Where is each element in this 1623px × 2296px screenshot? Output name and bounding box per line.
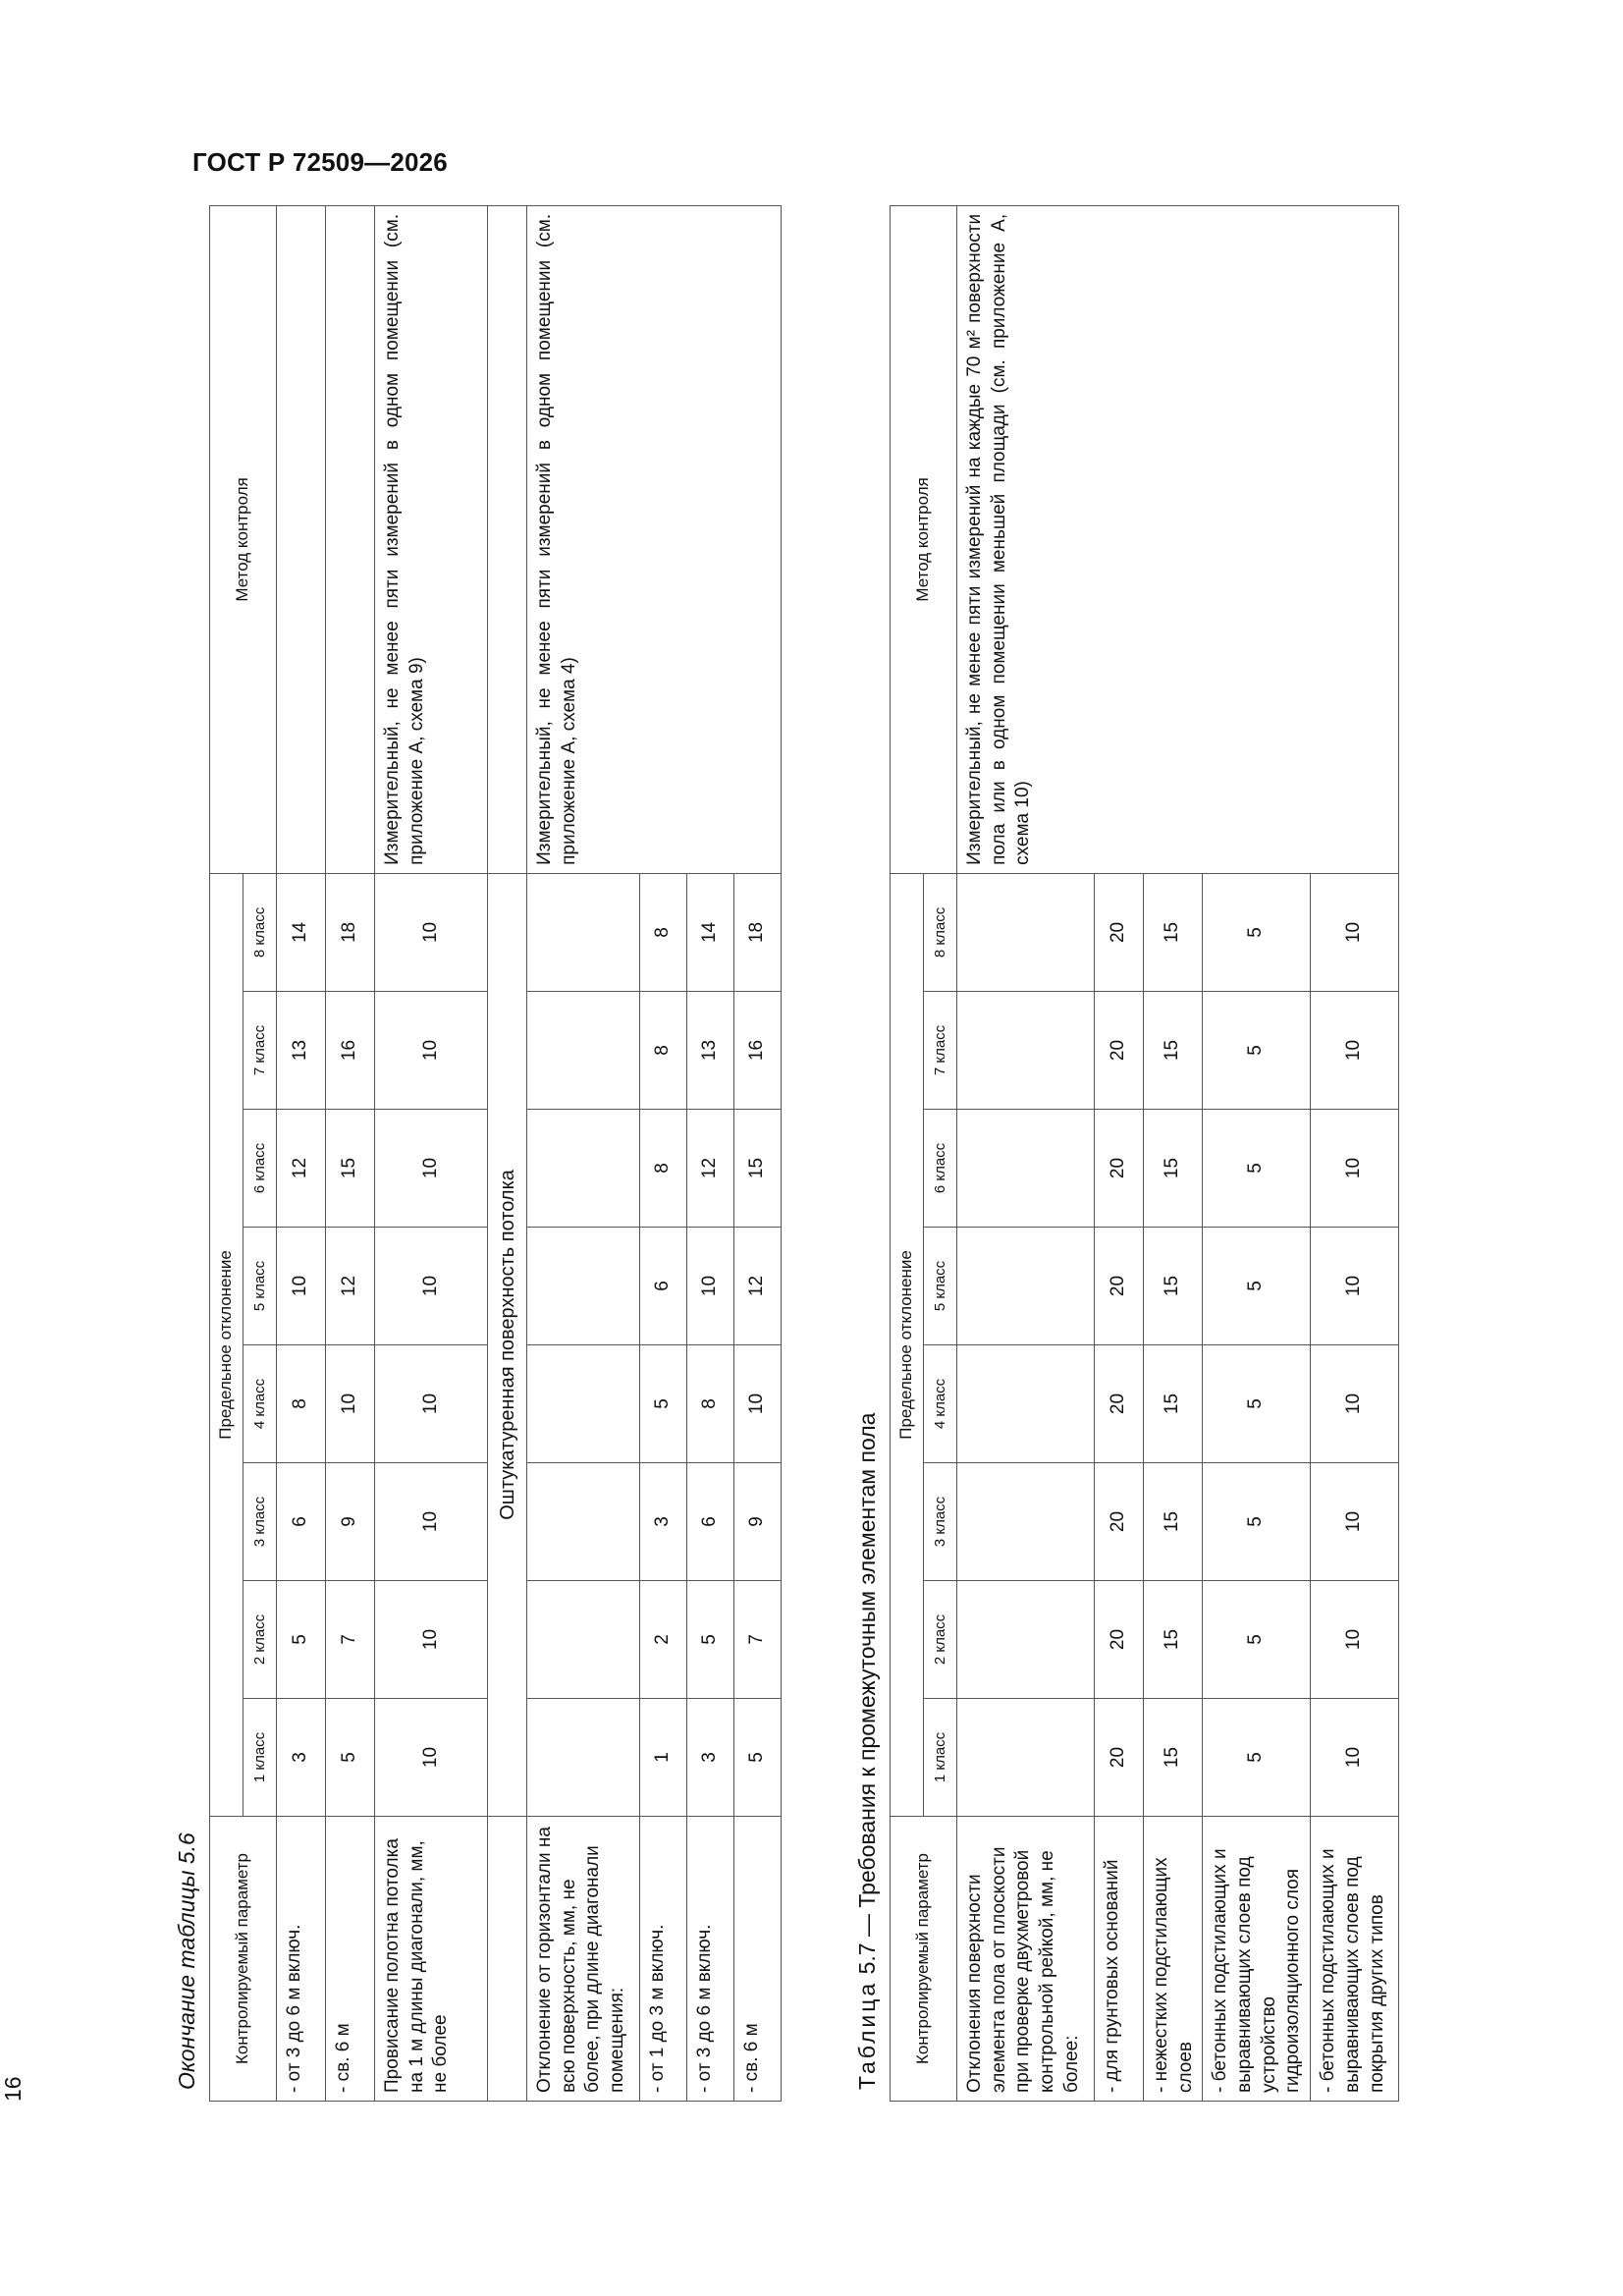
value-cell: 6: [687, 1463, 734, 1581]
row-label: - от 3 до 6 м включ.: [277, 1817, 326, 2102]
value-cell: 10: [1311, 1581, 1399, 1699]
header-limit: Предельное отклонение: [210, 873, 243, 1816]
value-cell: 10: [326, 1345, 375, 1463]
value-cell: 12: [326, 1228, 375, 1345]
value-cell: 15: [1144, 1345, 1203, 1463]
value-cell: 10: [1311, 992, 1399, 1110]
value-cell: 8: [640, 1110, 687, 1228]
value-cell: 8: [640, 873, 687, 991]
header-class: 4 класс: [243, 1345, 277, 1463]
value-cell-empty: [527, 1110, 640, 1228]
value-cell: 13: [687, 992, 734, 1110]
section-empty-cell: [488, 205, 527, 873]
value-cell: 6: [277, 1463, 326, 1581]
method-cell: Измерительный, не менее пяти измерений в одном помещении (см. приложение А, схема 9): [375, 205, 488, 873]
value-cell: 10: [375, 1581, 488, 1699]
value-cell-empty: [527, 1699, 640, 1817]
value-cell: 5: [640, 1345, 687, 1463]
table-row: [375, 205, 488, 2101]
header-class: 5 класс: [924, 1228, 957, 1345]
value-cell: 5: [326, 1699, 375, 1817]
value-cell: 10: [1311, 1699, 1399, 1817]
value-cell: 8: [640, 992, 687, 1110]
value-cell: 10: [277, 1228, 326, 1345]
header-class: 5 класс: [243, 1228, 277, 1345]
value-cell: 2: [640, 1581, 687, 1699]
section-row: [488, 205, 527, 2101]
value-cell: 18: [326, 873, 375, 991]
method-cell: Измерительный, не менее пяти измерений на каждые 70 м² поверхности пола или в одном помещении меньшей площади (см. приложение А, схема 10): [957, 205, 1399, 873]
table-row: [277, 205, 326, 2101]
header-class: 2 класс: [243, 1581, 277, 1699]
header-class: 8 класс: [243, 873, 277, 991]
row-label: - от 1 до 3 м включ.: [640, 1817, 687, 2102]
value-cell: 7: [734, 1581, 782, 1699]
row-label: Отклонения поверхности элемента пола от плоскости при проверке двухметровой контрольной рейкой, мм, не более:: [957, 1817, 1095, 2102]
value-cell: 12: [687, 1110, 734, 1228]
table-5-6: [209, 205, 782, 2102]
header-param: Контролируемый параметр: [891, 1817, 957, 2102]
table-5-7: [890, 205, 1399, 2102]
header-class: 1 класс: [243, 1699, 277, 1817]
value-cell-empty: [527, 873, 640, 991]
value-cell-empty: [957, 992, 1095, 1110]
header-class: 1 класс: [924, 1699, 957, 1817]
row-label: Отклонение от горизонтали на всю поверхность, мм, не более, при длине диагонали помещения:: [527, 1817, 640, 2102]
value-cell: 5: [1203, 1228, 1311, 1345]
value-cell: 18: [734, 873, 782, 991]
value-cell: 8: [687, 1345, 734, 1463]
value-cell: 5: [1203, 1463, 1311, 1581]
section-title: Оштукатуренная поверхность потолка: [488, 873, 527, 1816]
continuation-caption: Окончание таблицы 5.6: [174, 1832, 199, 2090]
method-cell: Измерительный, не менее пяти измерений в одном помещении (см. приложение А, схема 4): [527, 205, 782, 873]
row-label: Провисание полотна потолка на 1 м длины диагонали, мм, не более: [375, 1817, 488, 2102]
value-cell: 15: [1144, 873, 1203, 991]
header-class: 8 класс: [924, 873, 957, 991]
value-cell: 10: [1311, 1228, 1399, 1345]
value-cell-empty: [957, 1228, 1095, 1345]
header-class: 6 класс: [243, 1110, 277, 1228]
standard-header: ГОСТ Р 72509—2026: [192, 147, 448, 177]
table-5-7-block: [854, 205, 1399, 2102]
value-cell: 20: [1095, 1581, 1144, 1699]
value-cell-empty: [527, 992, 640, 1110]
header-method: Метод контроля: [210, 205, 277, 873]
value-cell: 10: [1311, 1345, 1399, 1463]
value-cell: 15: [1144, 1228, 1203, 1345]
value-cell: 6: [640, 1228, 687, 1345]
value-cell: 1: [640, 1699, 687, 1817]
value-cell-empty: [527, 1463, 640, 1581]
value-cell: 16: [326, 992, 375, 1110]
header-class: 4 класс: [924, 1345, 957, 1463]
method-cell-empty: [277, 205, 326, 873]
value-cell: 20: [1095, 1228, 1144, 1345]
value-cell: 3: [687, 1699, 734, 1817]
value-cell: 10: [1311, 873, 1399, 991]
header-param: Контролируемый параметр: [210, 1817, 277, 2102]
value-cell: 8: [277, 1345, 326, 1463]
caption-text: 5.7 — Требования к промежуточным элементам пола: [854, 1412, 880, 1981]
value-cell: 14: [687, 873, 734, 991]
value-cell: 20: [1095, 1110, 1144, 1228]
value-cell: 13: [277, 992, 326, 1110]
value-cell: 12: [734, 1228, 782, 1345]
value-cell-empty: [527, 1581, 640, 1699]
row-label: - бетонных подстилающих и выравнивающих слоев под устройство гидроизоляционного слоя: [1203, 1817, 1311, 2102]
value-cell: 5: [1203, 1581, 1311, 1699]
value-cell: 12: [277, 1110, 326, 1228]
value-cell: 15: [326, 1110, 375, 1228]
value-cell-empty: [957, 1110, 1095, 1228]
value-cell: 3: [277, 1699, 326, 1817]
table-row: [527, 205, 640, 2101]
value-cell: 10: [734, 1345, 782, 1463]
header-class: 3 класс: [243, 1463, 277, 1581]
value-cell: 10: [375, 1463, 488, 1581]
header-limit: Предельное отклонение: [891, 873, 924, 1816]
table-5-7-caption: [854, 205, 890, 2090]
value-cell: 10: [375, 1228, 488, 1345]
value-cell: 5: [734, 1699, 782, 1817]
value-cell: 10: [375, 1345, 488, 1463]
value-cell: 10: [1311, 1463, 1399, 1581]
value-cell: 5: [1203, 1110, 1311, 1228]
value-cell: 10: [375, 1699, 488, 1817]
value-cell-empty: [957, 1463, 1095, 1581]
value-cell: 9: [326, 1463, 375, 1581]
header-class: 7 класс: [924, 992, 957, 1110]
value-cell: 14: [277, 873, 326, 991]
value-cell-empty: [957, 873, 1095, 991]
header-class: 6 класс: [924, 1110, 957, 1228]
value-cell: 10: [687, 1228, 734, 1345]
value-cell: 20: [1095, 1345, 1144, 1463]
row-label: - св. 6 м: [326, 1817, 375, 2102]
value-cell-empty: [957, 1345, 1095, 1463]
value-cell: 5: [1203, 1699, 1311, 1817]
value-cell: 7: [326, 1581, 375, 1699]
method-cell-empty: [326, 205, 375, 873]
value-cell: 15: [734, 1110, 782, 1228]
value-cell: 20: [1095, 1699, 1144, 1817]
page-number: 16: [0, 2076, 26, 2102]
value-cell: 20: [1095, 992, 1144, 1110]
value-cell-empty: [527, 1345, 640, 1463]
value-cell: 15: [1144, 1581, 1203, 1699]
value-cell: 16: [734, 992, 782, 1110]
caption-prefix: Таблица: [854, 1980, 880, 2090]
value-cell: 5: [1203, 992, 1311, 1110]
value-cell: 15: [1144, 1110, 1203, 1228]
row-label: - для грунтовых оснований: [1095, 1817, 1144, 2102]
header-class: 3 класс: [924, 1463, 957, 1581]
header-class: 2 класс: [924, 1581, 957, 1699]
value-cell: 5: [687, 1581, 734, 1699]
table-row: [957, 205, 1095, 2101]
value-cell: 9: [734, 1463, 782, 1581]
header-method: Метод контроля: [891, 205, 957, 873]
value-cell: 5: [277, 1581, 326, 1699]
table-row: [326, 205, 375, 2101]
value-cell: 20: [1095, 873, 1144, 991]
value-cell: 15: [1144, 1463, 1203, 1581]
value-cell: 10: [375, 873, 488, 991]
value-cell-empty: [957, 1699, 1095, 1817]
section-empty-cell: [488, 1817, 527, 2102]
row-label: - св. 6 м: [734, 1817, 782, 2102]
value-cell: 5: [1203, 1345, 1311, 1463]
value-cell: 5: [1203, 873, 1311, 991]
row-label: - нежестких подстилающих слоев: [1144, 1817, 1203, 2102]
table-5-6-continuation: [174, 205, 782, 2102]
value-cell-empty: [957, 1581, 1095, 1699]
value-cell-empty: [527, 1228, 640, 1345]
row-label: - бетонных подстилающих и выравнивающих слоев под покрытия других типов: [1311, 1817, 1399, 2102]
row-label: - от 3 до 6 м включ.: [687, 1817, 734, 2102]
value-cell: 15: [1144, 1699, 1203, 1817]
value-cell: 3: [640, 1463, 687, 1581]
value-cell: 10: [1311, 1110, 1399, 1228]
value-cell: 20: [1095, 1463, 1144, 1581]
value-cell: 15: [1144, 992, 1203, 1110]
value-cell: 10: [375, 992, 488, 1110]
value-cell: 10: [375, 1110, 488, 1228]
header-class: 7 класс: [243, 992, 277, 1110]
